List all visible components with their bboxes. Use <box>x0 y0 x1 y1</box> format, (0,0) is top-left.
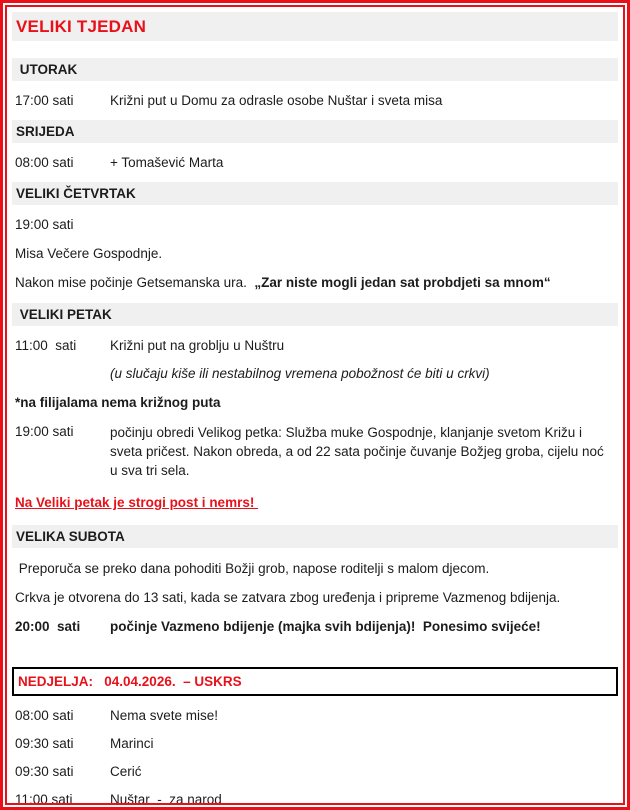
row-time: 09:30 sati <box>15 764 74 779</box>
schedule-row <box>12 791 618 805</box>
section-header-maundy-thursday: VELIKI ČETVRTAK <box>12 182 618 205</box>
filial-note: *na filijalama nema križnog puta <box>15 395 221 410</box>
row-description: Marinci <box>110 736 154 751</box>
row-time: 20:00 sati <box>15 619 81 634</box>
row-time: 11:00 sati <box>15 338 77 353</box>
section-header-holy-saturday: VELIKA SUBOTA <box>12 525 618 548</box>
row-time: 09:30 sati <box>15 736 74 751</box>
row-description: Nema svete mise! <box>110 708 219 723</box>
section-header-good-friday: VELIKI PETAK <box>12 303 618 326</box>
row-description: Križni put u Domu za odrasle osobe Nuštar i sveta misa <box>110 93 443 108</box>
page-title: VELIKI TJEDAN <box>12 12 618 41</box>
schedule-row <box>12 216 618 233</box>
schedule-row <box>12 618 618 635</box>
paragraph-mass-of-the-lords-supper: Misa Večere Gospodnje. <box>15 246 163 261</box>
schedule-row <box>12 92 618 109</box>
row-description: Nuštar - za narod <box>110 792 222 805</box>
row-time: 19:00 sati <box>15 424 74 439</box>
row-description: počinju obredi Velikog petka: Služba muke Gospodnje, klanjanje svetom Križu i sveta pričest. Nakon obreda, a od 22 sata počinje čuvanje Božjeg groba, cijelu noć u sva tri sela. <box>110 425 608 478</box>
row-time: 17:00 sati <box>15 93 74 108</box>
row-description: počinje Vazmeno bdijenje (majka svih bdijenja)! Ponesimo svijeće! <box>110 619 541 634</box>
paragraph-church-open-hours: Crkva je otvorena do 13 sati, kada se zatvara zbog uređenja i pripreme Vazmenog bdijenja. <box>15 590 561 605</box>
schedule-row <box>12 337 618 354</box>
schedule-row <box>12 735 618 752</box>
page-content <box>5 5 625 805</box>
row-description: Cerić <box>110 764 142 779</box>
row-description: + Tomašević Marta <box>110 155 224 170</box>
row-description <box>110 216 618 233</box>
row-time: 08:00 sati <box>15 155 74 170</box>
fasting-notice: Na Veliki petak je strogi post i nemrs! <box>15 495 259 510</box>
row-description: Križni put na groblju u Nuštru <box>110 338 285 353</box>
row-time: 08:00 sati <box>15 708 74 723</box>
paragraph-text: Nakon mise počinje Getsemanska ura. <box>15 275 255 290</box>
schedule-row <box>12 365 618 382</box>
schedule-row <box>12 154 618 171</box>
paragraph-visit-gods-tomb: Preporuča se preko dana pohoditi Božji grob, napose roditelji s malom djecom. <box>15 561 490 576</box>
row-time <box>12 365 110 382</box>
schedule-row <box>12 707 618 724</box>
schedule-row <box>12 763 618 780</box>
section-header-wednesday: SRIJEDA <box>12 120 618 143</box>
schedule-row <box>12 423 618 480</box>
easter-schedule <box>12 707 618 805</box>
section-header-easter-sunday: NEDJELJA: 04.04.2026. – USKRS <box>12 667 618 696</box>
row-time: 11:00 sati <box>15 792 73 805</box>
quote-text: „Zar niste mogli jedan sat probdjeti sa mnom“ <box>254 275 551 290</box>
weather-note: (u slučaju kiše ili nestabilnog vremena pobožnost će biti u crkvi) <box>110 366 490 381</box>
row-time: 19:00 sati <box>15 217 74 232</box>
paragraph-gethsemane-hour <box>12 274 618 291</box>
section-header-tuesday: UTORAK <box>12 58 618 81</box>
